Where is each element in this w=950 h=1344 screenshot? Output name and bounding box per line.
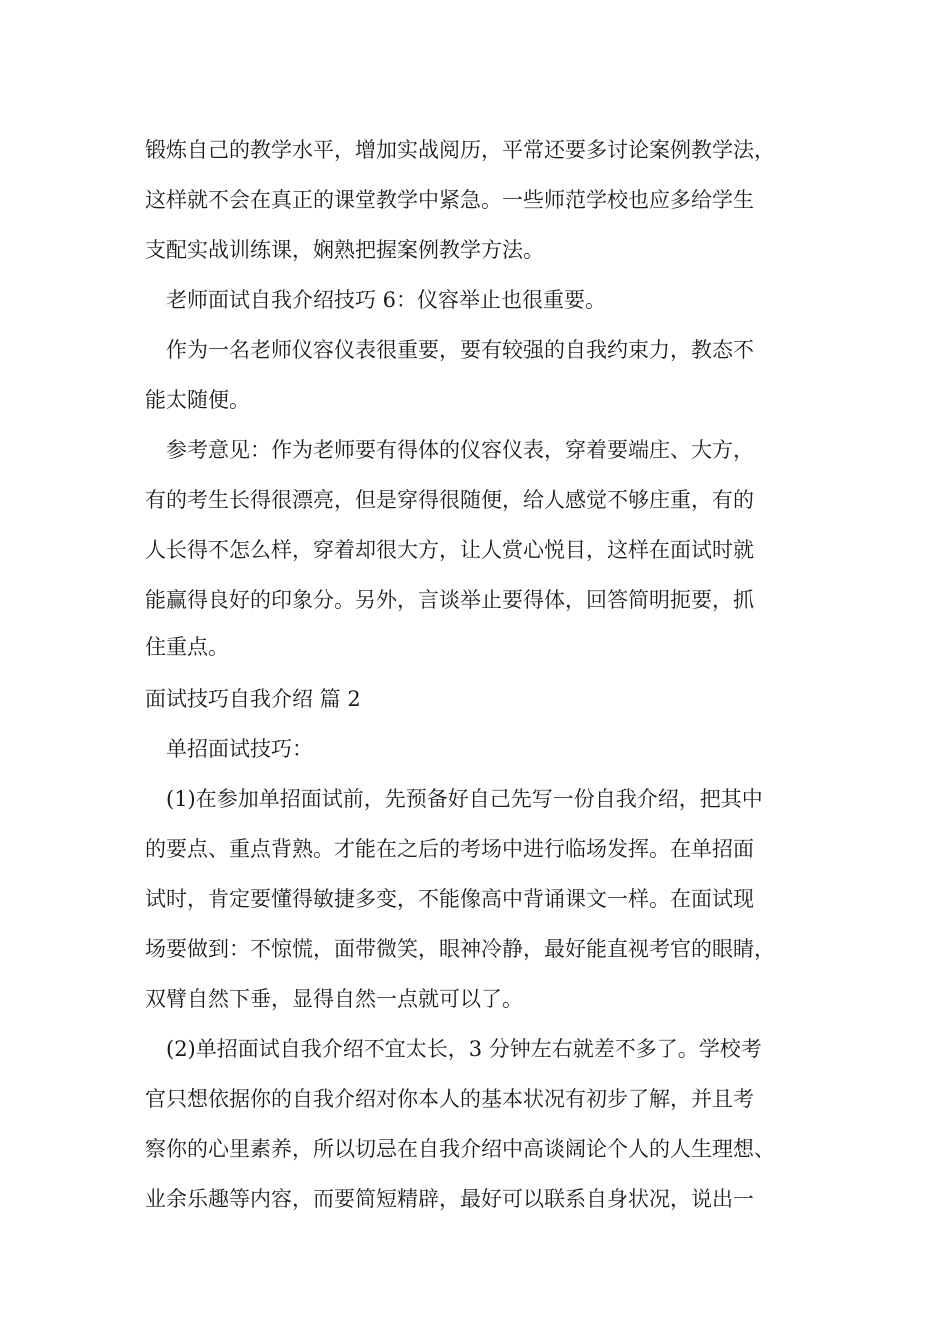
text-line: 双臂自然下垂，显得自然一点就可以了。 [145, 987, 523, 1011]
text-line: 的要点、重点背熟。才能在之后的考场中进行临场发挥。在单招面 [145, 837, 754, 861]
text-line: (1)在参加单招面试前，先预备好自己先写一份自我介绍，把其中 [166, 787, 763, 811]
text-line: (2)单招面试自我介绍不宜太长，3 分钟左右就差不多了。学校考 [166, 1037, 762, 1061]
text-line: 单招面试技巧： [166, 737, 313, 761]
text-line: 这样就不会在真正的课堂教学中紧急。一些师范学校也应多给学生 [145, 188, 754, 212]
text-line: 能赢得良好的印象分。另外，言谈举止要得体，回答简明扼要，抓 [145, 588, 754, 612]
text-line: 住重点。 [145, 635, 229, 659]
text-line: 支配实战训练课，娴熟把握案例教学方法。 [145, 238, 544, 262]
text-line: 察你的心里素养，所以切忌在自我介绍中高谈阔论个人的人生理想、 [145, 1137, 775, 1161]
text-line: 业余乐趣等内容，而要简短精辟，最好可以联系自身状况，说出一 [145, 1187, 754, 1211]
text-line: 锻炼自己的教学水平，增加实战阅历，平常还要多讨论案例教学法， [145, 138, 775, 162]
text-line: 有的考生长得很漂亮，但是穿得很随便，给人感觉不够庄重，有的 [145, 488, 754, 512]
text-line: 官只想依据你的自我介绍对你本人的基本状况有初步了解，并且考 [145, 1087, 754, 1111]
section-heading: 面试技巧自我介绍 篇 2 [145, 687, 361, 711]
text-line: 参考意见：作为老师要有得体的仪容仪表，穿着要端庄、大方， [166, 438, 754, 462]
text-line: 人长得不怎么样，穿着却很大方，让人赏心悦目，这样在面试时就 [145, 538, 754, 562]
text-line: 能太随便。 [145, 388, 250, 412]
text-line: 作为一名老师仪容仪表很重要，要有较强的自我约束力，教态不 [166, 338, 754, 362]
text-line: 试时，肯定要懂得敏捷多变，不能像高中背诵课文一样。在面试现 [145, 887, 754, 911]
text-line: 场要做到：不惊慌，面带微笑，眼神冷静，最好能直视考官的眼睛， [145, 937, 775, 961]
text-line: 老师面试自我介绍技巧 6：仪容举止也很重要。 [166, 288, 607, 312]
